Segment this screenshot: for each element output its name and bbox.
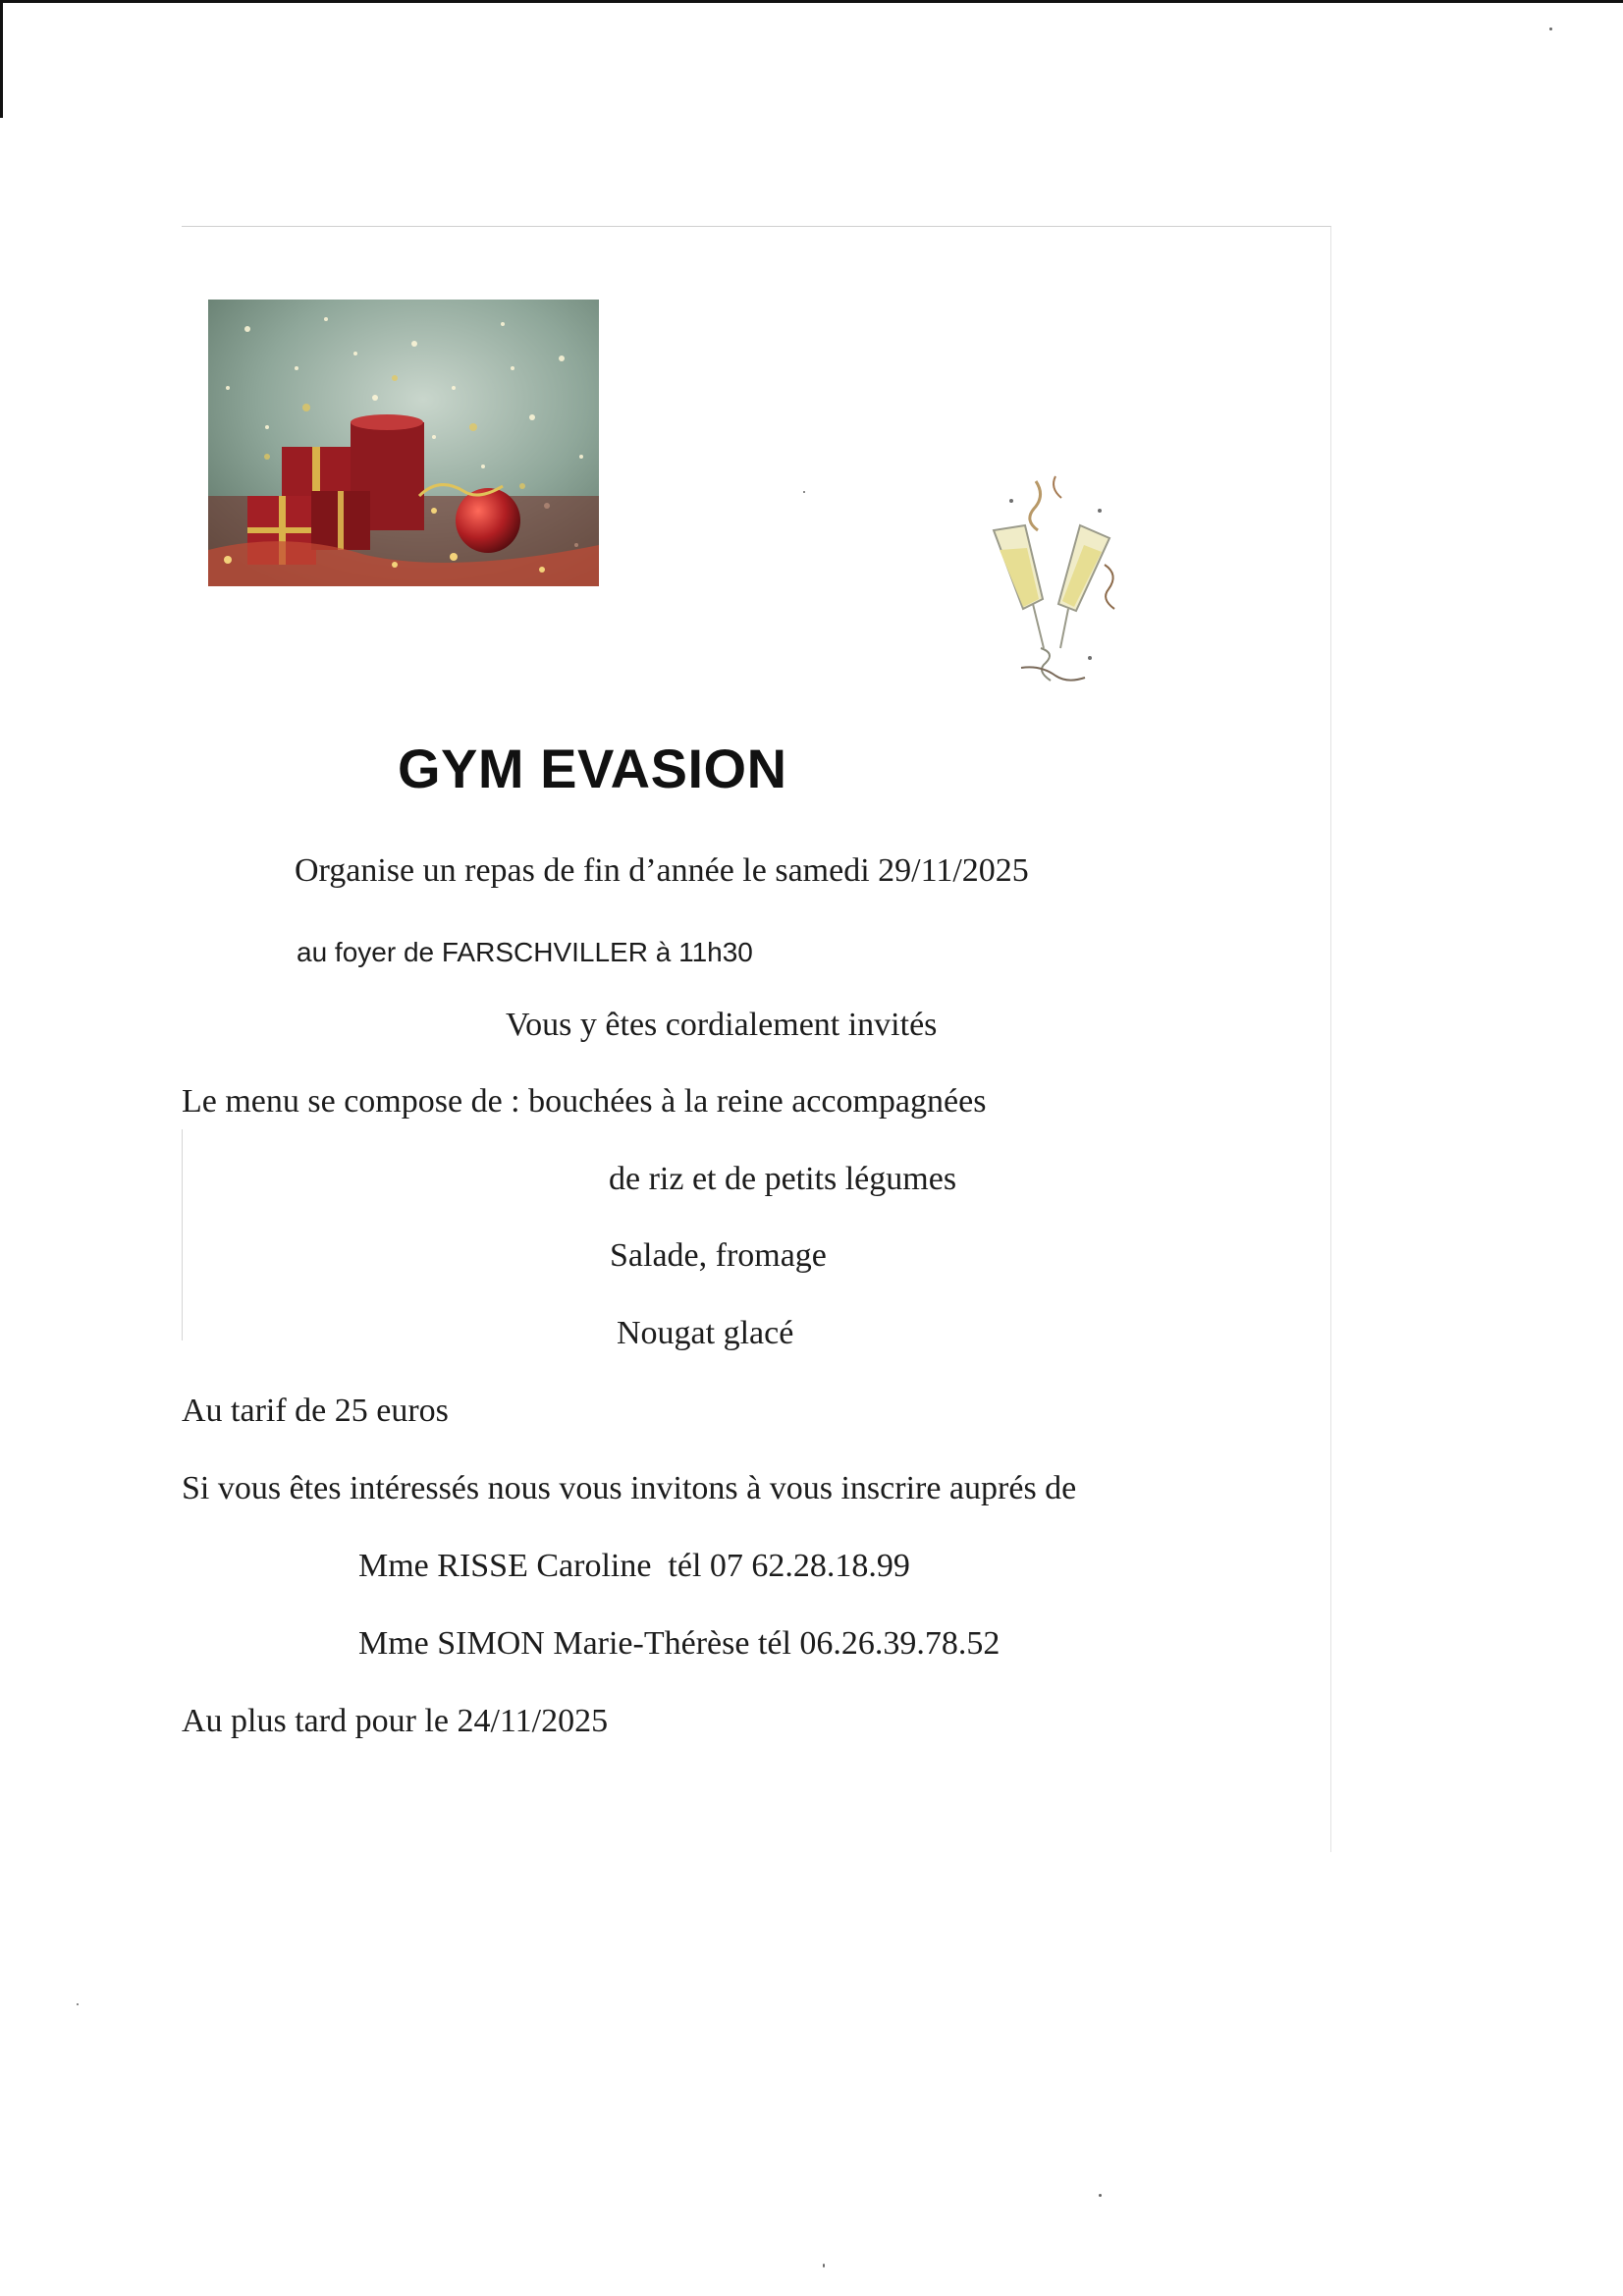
scan-speck (1549, 27, 1552, 30)
scan-speck (77, 2003, 79, 2005)
scan-speck (823, 2264, 825, 2268)
scan-speck (803, 491, 805, 493)
contact-line: Mme SIMON Marie-Thérèse tél 06.26.39.78.52 (358, 1625, 1001, 1662)
christmas-gifts-icon (208, 300, 599, 586)
scan-edge-top (0, 0, 1623, 3)
margin-rule (182, 1129, 183, 1340)
menu-item: de riz et de petits légumes (609, 1161, 957, 1197)
champagne-glasses-icon (982, 471, 1129, 692)
price-line: Au tarif de 25 euros (182, 1393, 449, 1429)
menu-intro: Le menu se compose de : bouchées à la reine accompagnées (182, 1083, 987, 1120)
menu-item: Nougat glacé (617, 1315, 794, 1351)
christmas-gifts-image (208, 300, 599, 586)
scan-edge-left (0, 0, 3, 118)
contact-line: Mme RISSE Caroline tél 07 62.28.18.99 (358, 1548, 910, 1584)
deadline-line: Au plus tard pour le 24/11/2025 (182, 1703, 609, 1739)
venue-line: au foyer de FARSCHVILLER à 11h30 (297, 937, 753, 967)
signup-line: Si vous êtes intéressés nous vous invitons à vous inscrire auprés de (182, 1470, 1077, 1506)
invite-line: Vous y êtes cordialement invités (506, 1007, 938, 1043)
page-title: GYM EVASION (398, 738, 787, 799)
intro-line: Organise un repas de fin d’année le samedi 29/11/2025 (295, 852, 1029, 889)
menu-item: Salade, fromage (610, 1237, 827, 1274)
scan-speck (1099, 2194, 1102, 2197)
